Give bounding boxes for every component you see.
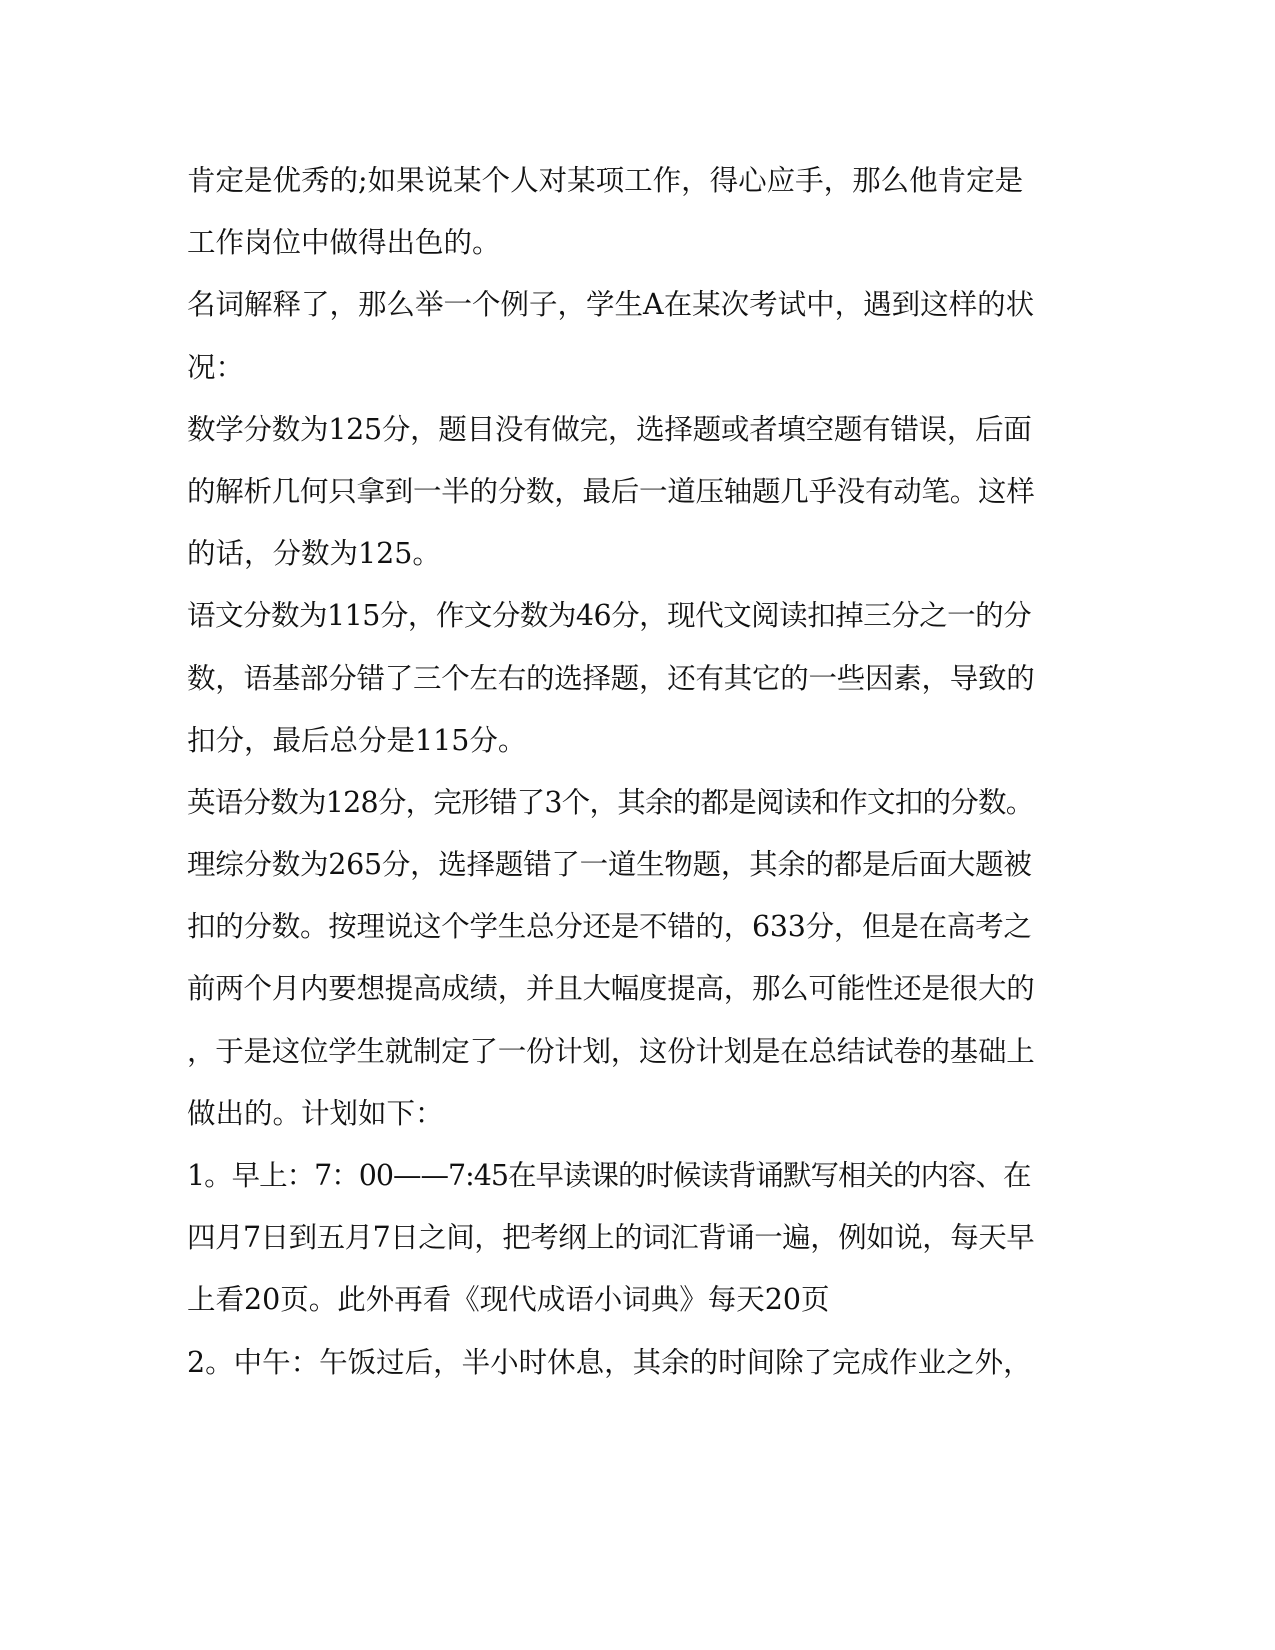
text-line: 语文分数为115分，作文分数为46分，现代文阅读扣掉三分之一的分: [187, 599, 1032, 633]
text-line: 理综分数为265分，选择题错了一道生物题，其余的都是后面大题被: [187, 848, 1032, 882]
text-line: 做出的。计划如下：: [187, 1096, 444, 1130]
text-line: 四月7日到五月7日之间，把考纲上的词汇背诵一遍，例如说，每天早: [187, 1221, 1035, 1255]
body-text: [187, 150, 1037, 1394]
text-line: 2。中午：午饭过后，半小时休息，其余的时间除了完成作业之外，: [187, 1345, 1032, 1379]
text-line: ，于是这位学生就制定了一份计划，这份计划是在总结试卷的基础上: [187, 1034, 1035, 1068]
text-line: 数学分数为125分，题目没有做完，选择题或者填空题有错误，后面: [187, 412, 1032, 446]
text-line: 的解析几何只拿到一半的分数，最后一道压轴题几乎没有动笔。这样: [187, 474, 1035, 508]
text-line: 况：: [187, 350, 245, 384]
text-line: 肯定是优秀的;如果说某个人对某项工作，得心应手，那么他肯定是: [187, 164, 1024, 197]
text-line: 的话，分数为125。: [187, 537, 441, 571]
text-line: 前两个月内要想提高成绩，并且大幅度提高，那么可能性还是很大的: [187, 972, 1035, 1006]
text-line: 工作岗位中做得出色的。: [187, 226, 501, 260]
text-line: 数，语基部分错了三个左右的选择题，还有其它的一些因素，导致的: [187, 661, 1035, 695]
text-line: 扣的分数。按理说这个学生总分还是不错的，633分，但是在高考之: [187, 910, 1032, 944]
text-line: 名词解释了，那么举一个例子，学生A在某次考试中，遇到这样的状: [187, 288, 1035, 322]
text-line: 扣分，最后总分是115分。: [187, 723, 527, 757]
text-line: 1。早上：7：00——7:45在早读课的时候读背诵默写相关的内容、在: [187, 1159, 1031, 1192]
text-line: 英语分数为128分，完形错了3个，其余的都是阅读和作文扣的分数。: [187, 785, 1034, 819]
text-line: 上看20页。此外再看《现代成语小词典》每天20页: [187, 1283, 830, 1317]
